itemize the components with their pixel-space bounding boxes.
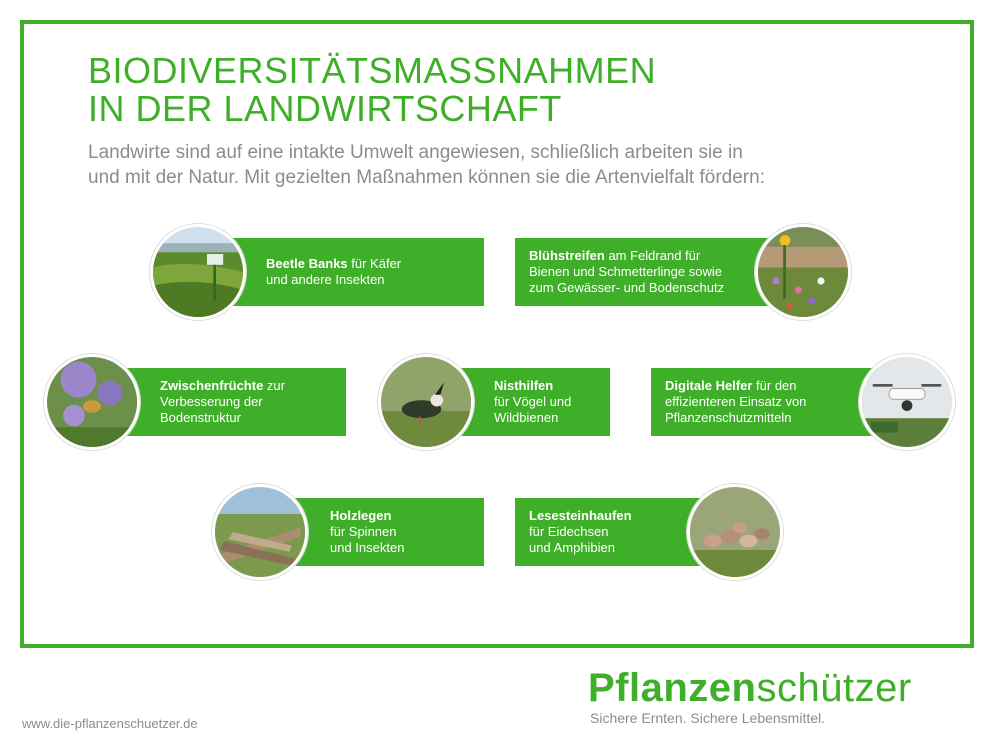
measure-text: und Amphibien (529, 540, 616, 555)
measure-label (222, 238, 484, 306)
measure-title: Blühstreifen (529, 248, 605, 263)
measure-title: Lesesteinhaufen (529, 508, 632, 523)
measure-nisthilfen (378, 368, 610, 436)
measure-label (450, 368, 610, 436)
brand-wordmark-bold: Pflanzen (588, 666, 757, 710)
measure-label (515, 238, 785, 306)
beetle-bank-photo (150, 224, 246, 320)
measure-text: am Feldrand für (604, 248, 701, 263)
intro-text (88, 140, 888, 190)
measure-text: für Vögel und (494, 394, 572, 409)
measure-text: Pflanzenschutzmitteln (665, 410, 792, 425)
stone-pile-photo (687, 484, 783, 580)
measure-label (284, 498, 484, 566)
measure-title: Nisthilfen (494, 378, 554, 393)
measure-label (116, 368, 346, 436)
lapwing-photo (378, 354, 474, 450)
measure-text: für Käfer (347, 256, 402, 271)
wood-pile-photo (212, 484, 308, 580)
intro-line-1: Landwirte sind auf eine intakte Umwelt angewiesen, schließlich arbeiten sie in (88, 142, 743, 163)
page-title (88, 52, 656, 128)
measure-text: Verbesserung der (160, 394, 263, 409)
website-url: www.die-pflanzenschuetzer.de (22, 716, 198, 731)
measure-text: für Eidechsen (529, 524, 609, 539)
brand-tagline: Sichere Ernten. Sichere Lebensmittel. (590, 710, 826, 726)
measure-text: und Insekten (330, 540, 405, 555)
measure-title: Beetle Banks (266, 256, 348, 271)
measure-digitale-helfer (651, 368, 959, 436)
measure-text: zum Gewässer- und Bodenschutz (529, 280, 725, 295)
measure-text: für Spinnen (330, 524, 397, 539)
measure-holzlegen (212, 498, 484, 566)
measure-title: Zwischenfrüchte (160, 378, 264, 393)
title-line-1: BIODIVERSITÄTSMASSNAHMEN (88, 50, 657, 91)
measure-text: Wildbienen (494, 410, 559, 425)
measure-bluehstreifen (515, 238, 855, 306)
measure-text: effizienteren Einsatz von (665, 394, 807, 409)
drone-photo (859, 354, 955, 450)
cover-crop-photo (44, 354, 140, 450)
measure-title: Digitale Helfer (665, 378, 753, 393)
title-line-2: IN DER LANDWIRTSCHAFT (88, 88, 562, 129)
brand-wordmark (588, 666, 978, 710)
measure-lesesteinhaufen (515, 498, 785, 566)
intro-line-2: und mit der Natur. Mit gezielten Maßnahmen können sie die Artenvielfalt fördern: (88, 167, 765, 188)
measure-text: Bienen und Schmetterlinge sowie (529, 264, 722, 279)
measure-label (651, 368, 891, 436)
measure-text: für den (752, 378, 797, 393)
measure-title: Holzlegen (330, 508, 392, 523)
measure-zwischenfruechte (44, 368, 346, 436)
measure-text: und andere Insekten (266, 272, 385, 287)
brand-logo (588, 666, 978, 726)
flower-strip-photo (755, 224, 851, 320)
measure-text: Bodenstruktur (160, 410, 241, 425)
measure-text: zur (263, 378, 285, 393)
brand-wordmark-light: schützer (756, 666, 912, 710)
measure-label (515, 498, 715, 566)
measure-beetle-banks (150, 238, 484, 306)
